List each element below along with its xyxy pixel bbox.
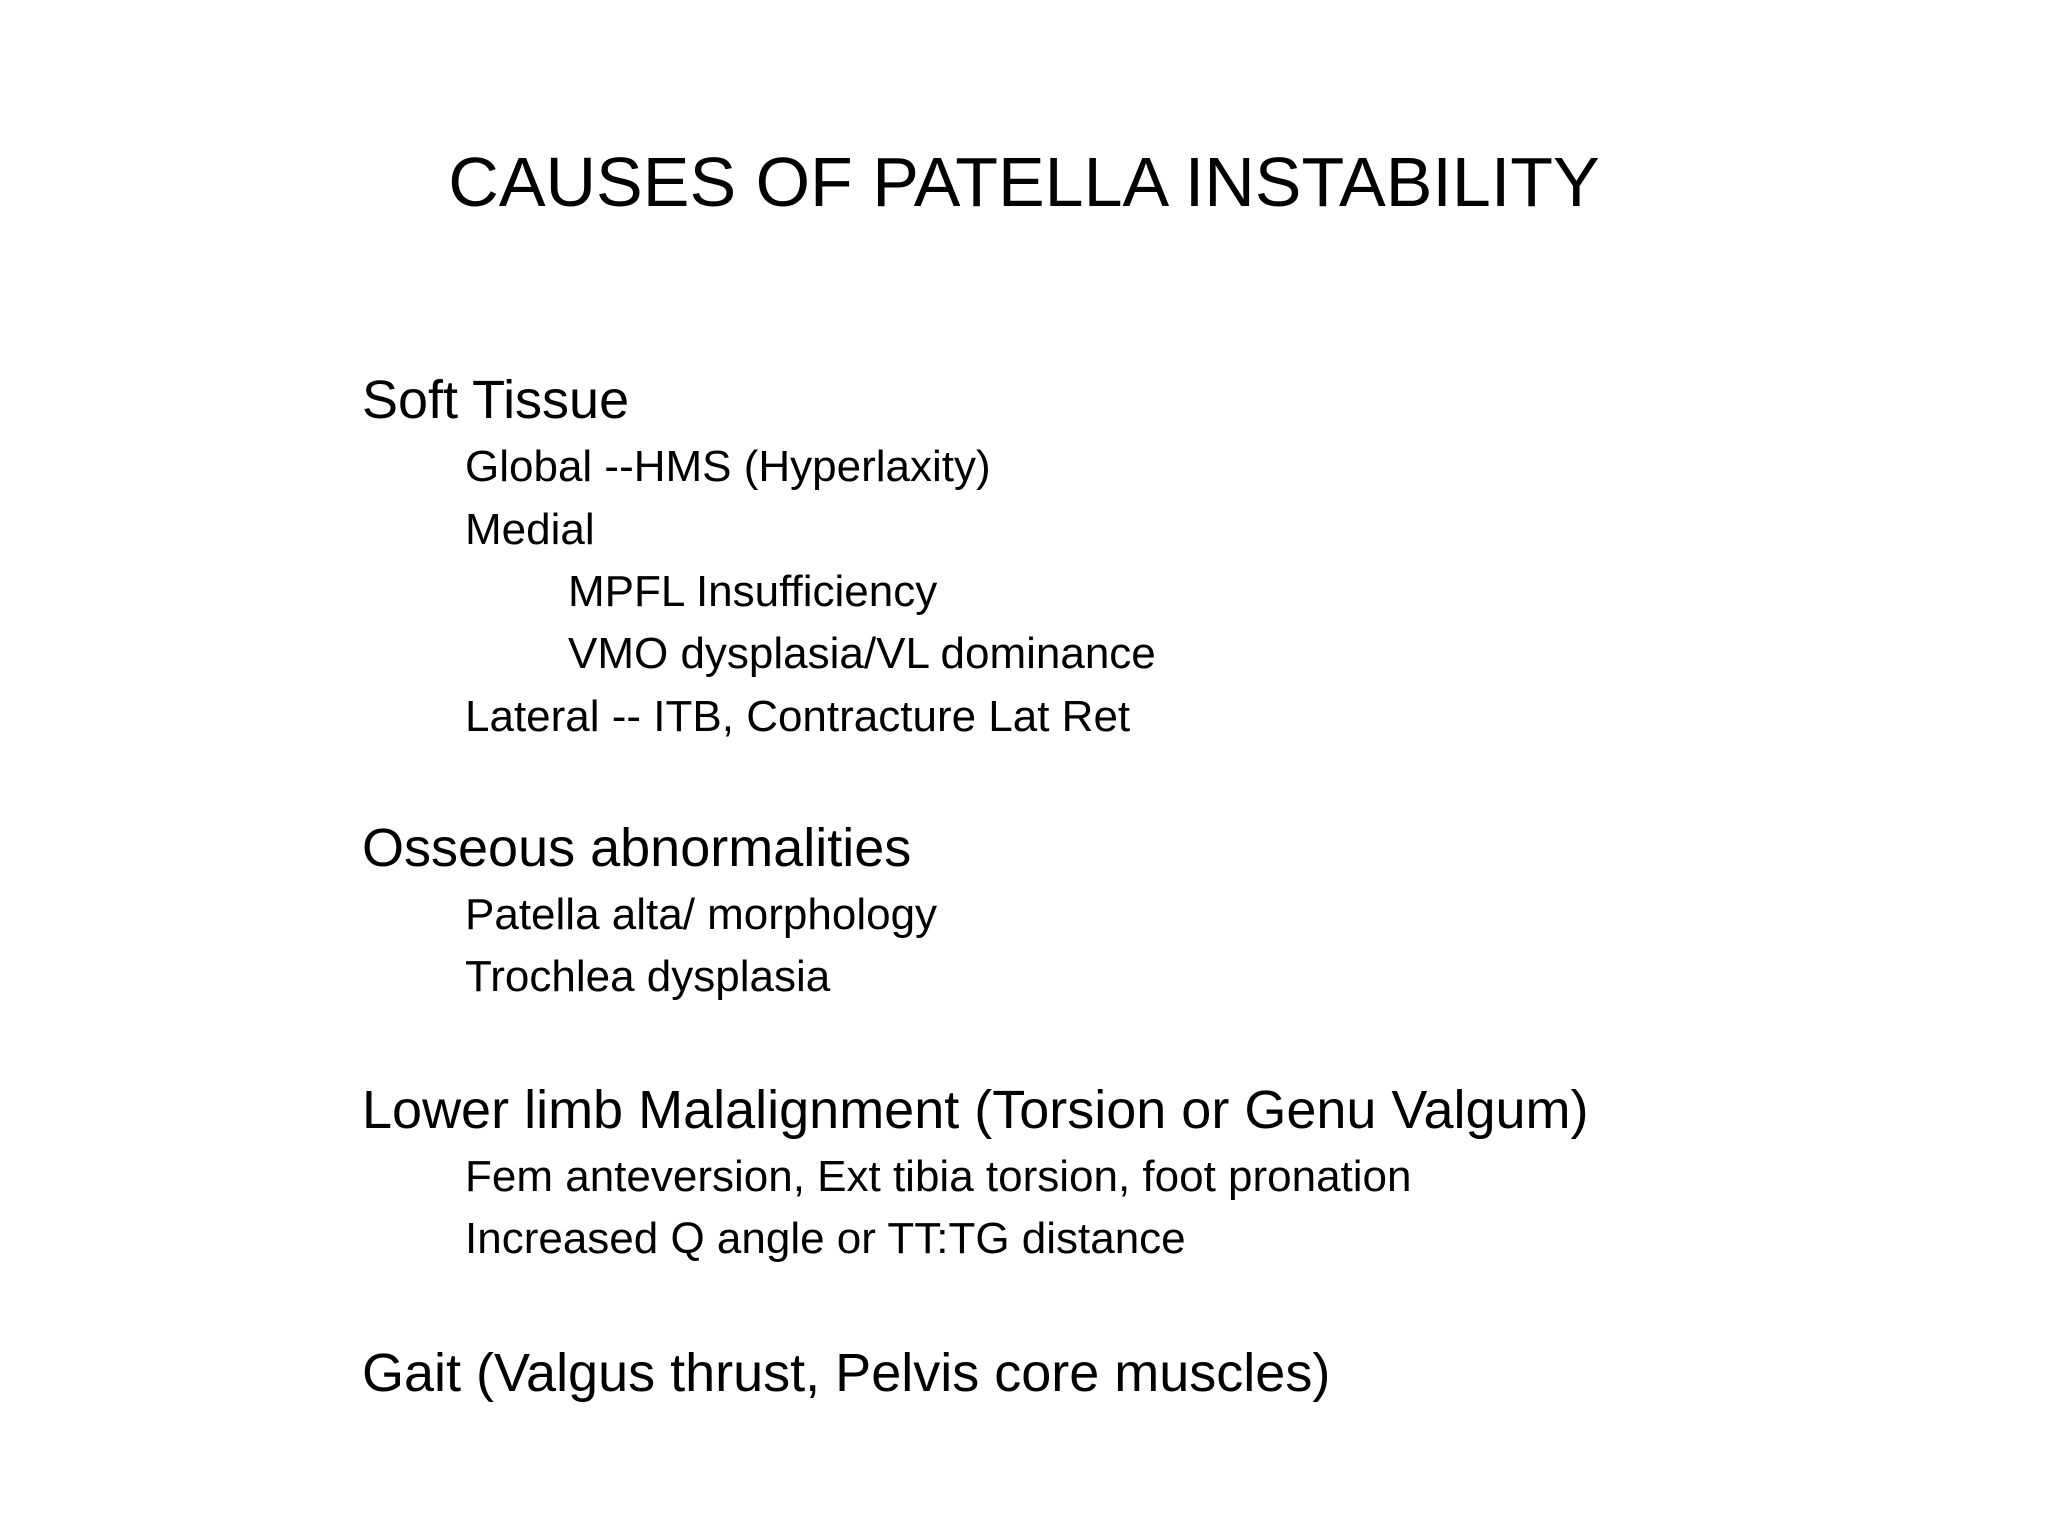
item-global-hms: Global --HMS (Hyperlaxity) [465, 442, 991, 491]
item-medial: Medial [465, 505, 595, 554]
heading-soft-tissue: Soft Tissue [362, 370, 630, 430]
item-q-angle: Increased Q angle or TT:TG distance [465, 1214, 1186, 1263]
heading-malalignment: Lower limb Malalignment (Torsion or Genu Valgum) [362, 1080, 1589, 1140]
slide-title: CAUSES OF PATELLA INSTABILITY [448, 143, 1600, 221]
item-vmo-dysplasia: VMO dysplasia/VL dominance [568, 629, 1156, 678]
item-patella-alta: Patella alta/ morphology [465, 890, 938, 939]
item-mpfl-insufficiency: MPFL Insufficiency [568, 567, 938, 616]
item-lateral: Lateral -- ITB, Contracture Lat Ret [465, 692, 1131, 741]
item-trochlea-dysplasia: Trochlea dysplasia [465, 952, 831, 1001]
heading-gait: Gait (Valgus thrust, Pelvis core muscles) [362, 1343, 1331, 1403]
item-fem-anteversion: Fem anteversion, Ext tibia torsion, foot pronation [465, 1152, 1412, 1201]
heading-osseous: Osseous abnormalities [362, 818, 912, 878]
